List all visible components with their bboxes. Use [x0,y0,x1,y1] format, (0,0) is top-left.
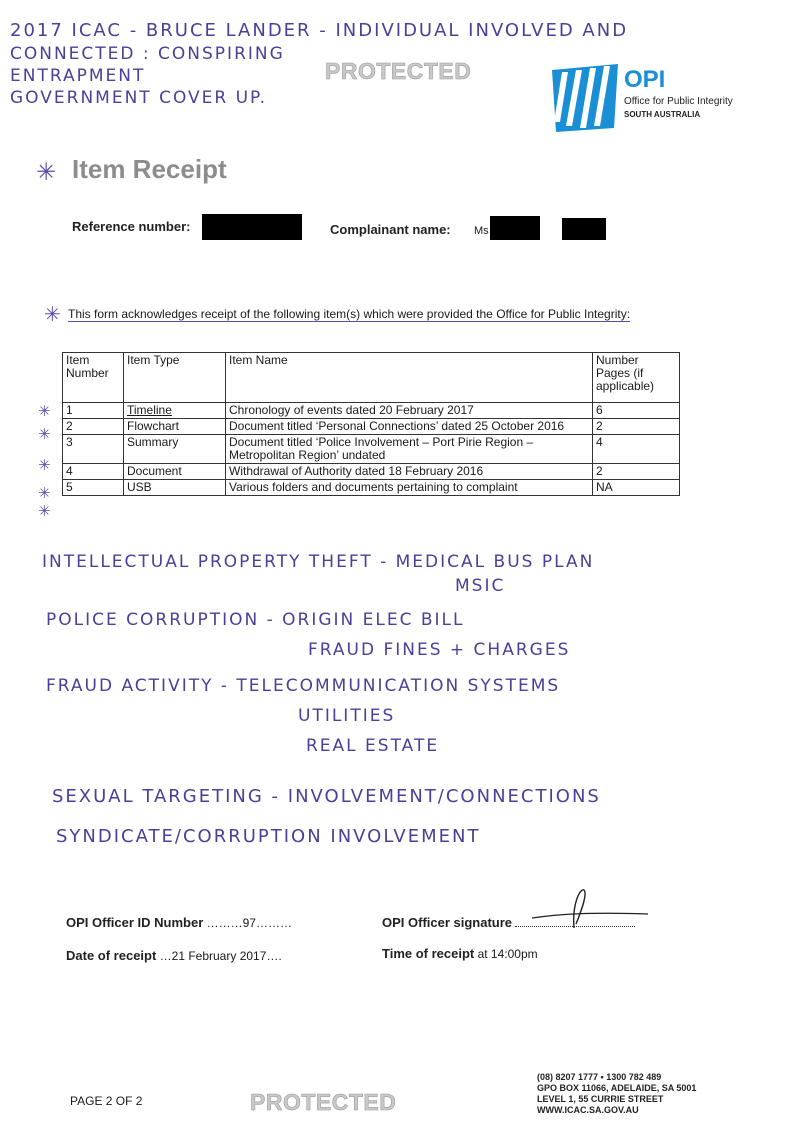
handwritten-header-line-4: GOVERNMENT COVER UP. [10,88,268,108]
row-pages: 4 [593,435,680,464]
row-pages: 6 [593,403,680,419]
reference-number-label: Reference number: [72,219,191,234]
contact-block [537,1072,696,1116]
row-number: 3 [63,435,124,464]
items-table [62,352,680,496]
row-pages: NA [593,480,680,496]
handwritten-note: REAL ESTATE [306,736,440,756]
asterisk-mark-icon: ✳ [38,484,51,502]
row-number: 4 [63,464,124,480]
row-type: Document [124,464,226,480]
row-name: Withdrawal of Authority dated 18 February 2016 [226,464,593,480]
asterisk-mark-icon: ✳ [44,302,61,326]
officer-signature-label: OPI Officer signature [382,915,513,930]
acknowledgement-text: This form acknowledges receipt of the following item(s) which were provided the Office for Public Integrity: [68,307,631,321]
row-type: Summary [124,435,226,464]
header-item-number: Item Number [63,353,124,403]
row-number: 2 [63,419,124,435]
asterisk-mark-icon: ✳ [36,158,57,186]
complainant-name-label: Complainant name: [330,222,451,237]
opi-logo [548,62,748,132]
contact-website: WWW.ICAC.SA.GOV.AU [537,1105,639,1115]
asterisk-mark-icon: ✳ [38,425,51,443]
date-of-receipt-field [66,948,282,963]
date-of-receipt-value: …21 February 2017…. [159,949,282,963]
handwritten-header-line-1: 2017 ICAC - BRUCE LANDER - INDIVIDUAL INVOLVED AND [10,20,629,41]
table-row [63,419,680,435]
date-of-receipt-label: Date of receipt [66,948,157,963]
signature-mark [530,884,650,930]
page-title: Item Receipt [72,154,227,184]
row-name: Document titled ‘Police Involvement – Port Pirie Region – Metropolitan Region’ undated [226,435,593,464]
handwritten-note: SEXUAL TARGETING - INVOLVEMENT/CONNECTIONS [52,786,601,807]
header-item-type: Item Type [124,353,226,403]
table-row [63,480,680,496]
handwritten-note: SYNDICATE/CORRUPTION INVOLVEMENT [56,826,481,847]
redaction-block [562,218,606,240]
handwritten-note: MSIC [455,576,506,596]
handwritten-note: POLICE CORRUPTION - ORIGIN ELEC BILL [46,610,465,630]
opi-logo-mark-icon [548,62,620,132]
table-row [63,403,680,419]
row-number: 5 [63,480,124,496]
handwritten-header-line-2: CONNECTED : CONSPIRING [10,44,285,64]
protected-label-top: PROTECTED [325,58,472,84]
handwritten-note: FRAUD ACTIVITY - TELECOMMUNICATION SYSTEMS [46,676,561,696]
officer-id-label: OPI Officer ID Number [66,915,204,930]
opi-logo-abbr: OPI [624,66,666,93]
handwritten-note: UTILITIES [298,706,396,726]
header-item-name: Item Name [226,353,593,403]
contact-street: LEVEL 1, 55 CURRIE STREET [537,1094,664,1104]
redaction-block [202,214,302,240]
page-number: PAGE 2 OF 2 [70,1094,143,1108]
table-row [63,435,680,464]
items-table-wrapper [62,352,680,496]
row-name: Various folders and documents pertaining to complaint [226,480,593,496]
row-number: 1 [63,403,124,419]
handwritten-note: FRAUD FINES + CHARGES [308,640,571,660]
contact-postal: GPO BOX 11066, ADELAIDE, SA 5001 [537,1083,697,1093]
table-header-row [63,353,680,403]
table-row [63,464,680,480]
asterisk-mark-icon: ✳ [38,402,51,420]
redaction-block [490,216,540,240]
time-of-receipt-field [382,946,538,961]
row-type: Flowchart [124,419,226,435]
row-pages: 2 [593,419,680,435]
officer-id-field [66,915,292,930]
opi-logo-region: SOUTH AUSTRALIA [624,110,701,119]
asterisk-mark-icon: ✳ [38,502,51,520]
row-type: Timeline [124,403,226,419]
handwritten-note: INTELLECTUAL PROPERTY THEFT - MEDICAL BUS PLAN [42,552,595,572]
protected-label-bottom: PROTECTED [250,1089,397,1115]
header-number-pages: Number Pages (if applicable) [593,353,680,403]
handwritten-header-line-3: ENTRAPMENT [10,66,146,86]
time-of-receipt-label: Time of receipt [382,946,475,961]
asterisk-mark-icon: ✳ [38,456,51,474]
row-pages: 2 [593,464,680,480]
row-name: Chronology of events dated 20 February 2017 [226,403,593,419]
contact-phone: (08) 8207 1777 • 1300 782 489 [537,1072,662,1082]
row-name: Document titled ‘Personal Connections’ dated 25 October 2016 [226,419,593,435]
complainant-prefix: Ms [474,225,489,237]
row-type: USB [124,480,226,496]
time-of-receipt-value: at 14:00pm [477,947,538,961]
opi-logo-name: Office for Public Integrity [624,96,733,107]
officer-id-value: ………97……… [206,916,292,930]
